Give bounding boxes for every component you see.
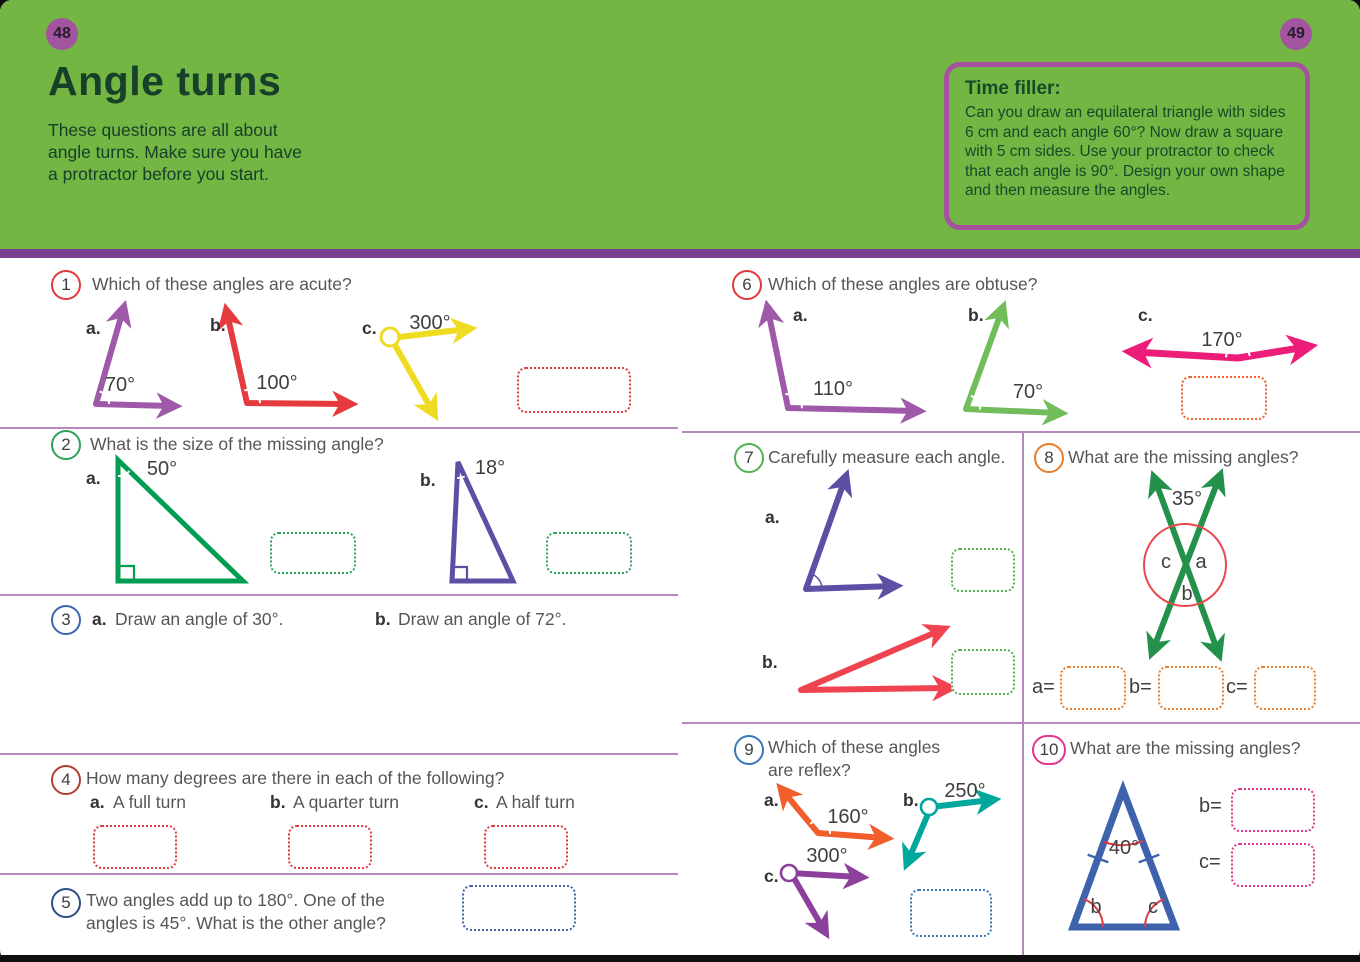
q2-label-a: a. [86,468,101,488]
q1-angle-b-value: 100° [256,372,298,394]
q4-answer-box-b[interactable] [288,825,372,869]
q9-angle-b-value: 250° [944,780,986,802]
q10-answer-box-c[interactable] [1231,843,1315,887]
q6-angle-b-value: 70° [1012,381,1044,403]
q3-text-b: Draw an angle of 72°. [398,609,567,629]
intro-line-2: angle turns. Make sure you have [48,142,302,162]
q1-angle-c-yellow-300 [381,328,467,412]
q6-angle-c-value: 170° [1201,329,1243,351]
divider-vertical [1022,431,1024,955]
q6-number-circle [732,270,762,300]
intro-line-3: a protractor before you start. [48,164,269,184]
q10-vertex-c-label: c [1148,896,1158,918]
q3-text-a: Draw an angle of 30°. [115,609,284,629]
q7-answer-box-b[interactable] [951,649,1015,695]
divider-right-1 [682,431,1360,433]
q1-number: 1 [61,275,71,294]
q9-label-c: c. [764,866,779,886]
q6-angle-a-value: 110° [813,378,853,400]
divider-right-2 [682,722,1360,724]
q3-number: 3 [61,610,71,629]
q5-number: 5 [61,893,71,912]
q8-number-circle [1034,443,1064,473]
q9-number-circle [734,735,764,765]
q9-text-line1: Which of these angles [768,737,941,757]
q10-text: What are the missing angles? [1070,738,1301,758]
q4-item-a: A full turn [113,792,186,812]
q7-text: Carefully measure each angle. [768,447,1006,467]
header-purple-strip [0,249,1360,258]
q3-number-circle [51,605,81,635]
page-number-left-text: 48 [53,25,71,42]
q8-text: What are the missing angles? [1068,447,1299,467]
q1-number-circle [51,270,81,300]
q8-answer-box-b[interactable] [1158,666,1224,710]
q1-angle-c-value: 300° [409,312,451,334]
q4-label-c: c. [474,792,489,812]
q8-number: 8 [1044,448,1054,467]
q8-vertex-c-label: c [1161,551,1171,573]
divider-left-3 [0,753,678,755]
q10-answer-box-b[interactable] [1231,788,1315,832]
q4-item-c: A half turn [496,792,575,812]
q7-angle-a-slate [806,479,893,589]
q2-angle-a-value: 50° [146,458,178,480]
time-filler-box [944,62,1310,230]
time-filler-heading: Time filler: [965,78,1061,99]
q4-text: How many degrees are there in each of the following? [86,768,505,788]
q8-vertex-a-label: a [1195,551,1207,573]
q1-label-b: b. [210,315,226,335]
divider-left-4 [0,873,678,875]
q8-vertex-b-label: b [1181,583,1193,605]
q1-text: Which of these angles are acute? [92,274,352,294]
q5-answer-box[interactable] [462,885,576,931]
q2-number: 2 [61,435,71,454]
q6-number: 6 [742,275,752,294]
q9-label-b: b. [903,790,919,810]
q4-number: 4 [61,770,71,789]
q10-angle-top-value: 40° [1108,837,1140,859]
time-filler-body: Can you draw an equilateral triangle with sides 6 cm and each angle 60°? Now draw a square with 5 cm sides. Use your protractor to check that each angle is 90°. Design your own shape and then measure the angles. [965,104,1286,199]
q1-label-c: c. [362,318,377,338]
q1-label-a: a. [86,318,101,338]
q4-answer-box-c[interactable] [484,825,568,869]
q5-number-circle [51,888,81,918]
q8-answer-box-c[interactable] [1254,666,1316,710]
intro-text [48,119,302,185]
divider-left-1 [0,427,678,429]
q6-label-c: c. [1138,305,1153,325]
q7-label-a: a. [765,507,780,527]
q7-answer-box-a[interactable] [951,548,1015,592]
q9-angle-c-value: 300° [806,845,848,867]
q3-label-b: b. [375,609,391,629]
q6-answer-box[interactable] [1181,376,1267,420]
q7-number-circle [734,443,764,473]
q2-angle-b-value: 18° [474,457,506,479]
q6-label-b: b. [968,305,984,325]
q4-label-a: a. [90,792,105,812]
q8-ans-c-label: c= [1226,676,1248,698]
page-number-right [1280,18,1312,50]
q2-number-circle [51,430,81,460]
q5-text-line1: Two angles add up to 180°. One of the [86,890,385,910]
q10-ans-b-label: b= [1199,795,1222,817]
q6-label-a: a. [793,305,808,325]
page-number-right-text: 49 [1287,25,1305,42]
q4-item-b: A quarter turn [293,792,400,812]
q10-number: 10 [1039,740,1059,759]
q8-ans-b-label: b= [1129,676,1152,698]
page-title: Angle turns [48,58,282,104]
intro-line-1: These questions are all about [48,120,278,140]
q4-label-b: b. [270,792,286,812]
q2-answer-box-a[interactable] [270,532,356,574]
q7-angle-b-red [801,630,948,690]
q2-text: What is the size of the missing angle? [90,434,384,454]
q8-ans-a-label: a= [1032,676,1055,698]
q4-number-circle [51,765,81,795]
q10-number-circle [1032,735,1066,765]
q9-angle-a-value: 160° [827,806,869,828]
q9-answer-box[interactable] [910,889,992,937]
q1-angle-a-value: 70° [104,374,136,396]
q10-vertex-b-label: b [1090,896,1102,918]
q6-text: Which of these angles are obtuse? [768,274,1038,294]
q9-angle-b-teal-250 [908,799,991,861]
q10-ans-c-label: c= [1199,851,1221,873]
page-number-left [46,18,78,50]
q2-answer-box-b[interactable] [546,532,632,574]
q9-angle-c-purple-300 [781,865,859,930]
q3-label-a: a. [92,609,107,629]
q7-number: 7 [744,448,754,467]
q8-angle-top-value: 35° [1171,488,1203,510]
q1-answer-box[interactable] [517,367,631,413]
q9-text-line2: are reflex? [768,760,851,780]
q8-answer-box-a[interactable] [1060,666,1126,710]
q7-label-b: b. [762,652,778,672]
q2-label-b: b. [420,470,436,490]
q9-label-a: a. [764,790,779,810]
q4-answer-box-a[interactable] [93,825,177,869]
q5-text-line2: angles is 45°. What is the other angle? [86,913,386,933]
q2-triangle-a-green [118,460,243,581]
divider-left-2 [0,594,678,596]
q9-number: 9 [744,740,754,759]
